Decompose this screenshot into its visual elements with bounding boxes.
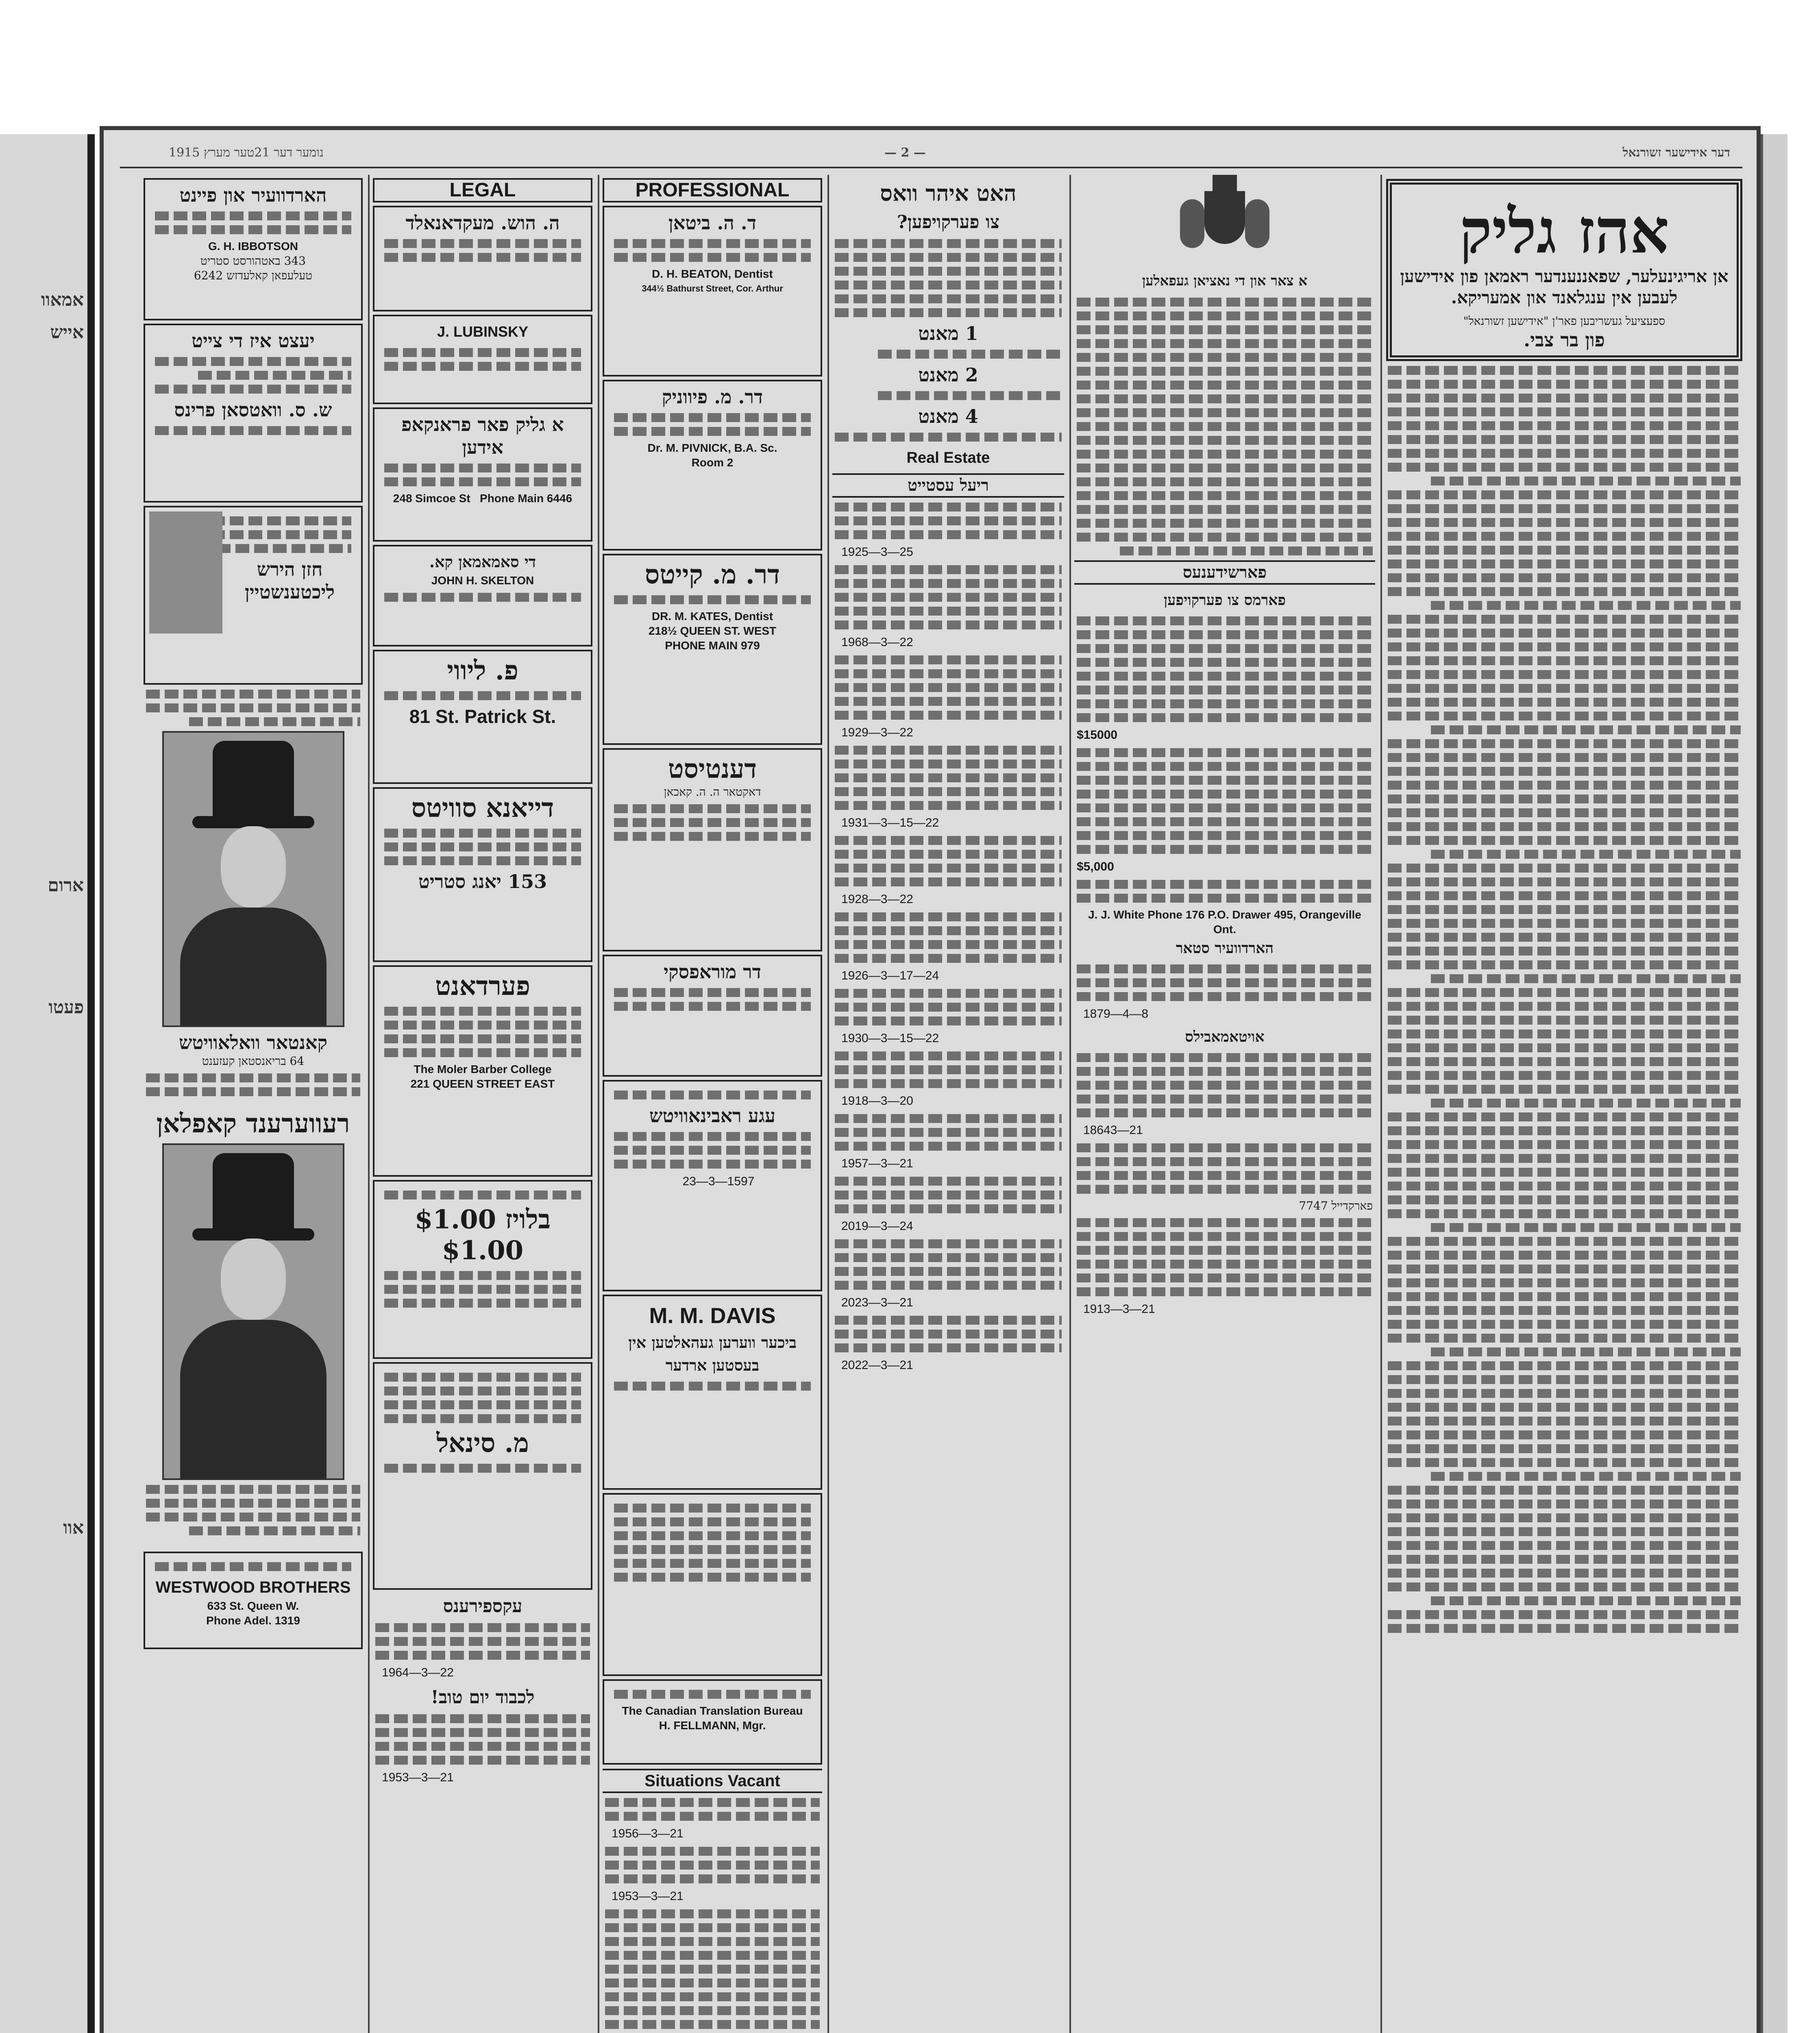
- text-line: [1388, 1417, 1741, 1426]
- text-line: [1388, 1126, 1741, 1135]
- text-line: [1388, 1168, 1741, 1177]
- cohen-dentist-ad: [603, 748, 822, 951]
- cantor-photo: [149, 512, 222, 633]
- westwood-address: 633 St. Queen W.: [207, 1600, 299, 1612]
- ad-date: 1929—3—22: [841, 726, 913, 739]
- text-line: [1388, 1292, 1741, 1301]
- nayes-title: א גליק פאר פראנקאפ אידען: [401, 414, 564, 458]
- text-line: [1388, 1043, 1741, 1052]
- kates-address: 218½ QUEEN ST. WEST: [648, 625, 777, 637]
- text-line: [1388, 753, 1741, 762]
- ad-date: 1930—3—15—22: [841, 1032, 939, 1045]
- skelton-name: JOHN H. SKELTON: [431, 574, 534, 587]
- beaton-address: 344½ Bathurst Street, Cor. Arthur: [642, 283, 783, 294]
- text-line: [1388, 394, 1741, 403]
- farms-title: פארמס צו פערקויפען: [1163, 592, 1286, 609]
- text-line: [1388, 1030, 1741, 1038]
- text-line: [1388, 836, 1741, 845]
- novel-author: פון בר צבי.: [1524, 329, 1605, 351]
- cantor-caption: חזן הירש ליכטענשטיין: [244, 558, 335, 603]
- hardware-ad: [144, 178, 363, 320]
- automobile-phone: פארקדייל 7747: [1299, 1199, 1373, 1212]
- lubinsky-name: J. LUBINSKY: [437, 323, 529, 340]
- text-line: [1388, 642, 1741, 651]
- ad-date: 1953—3—21: [382, 1771, 454, 1784]
- translation-manager: H. FELLMANN, Mgr.: [659, 1719, 766, 1732]
- text-line: [1388, 1582, 1741, 1591]
- text-line: [1388, 1334, 1741, 1343]
- text-line: [1431, 1472, 1741, 1481]
- text-line: [1388, 1278, 1741, 1287]
- pivnick-ad: [603, 380, 822, 551]
- levy-name: פ. ליווי: [447, 655, 518, 686]
- pivnick-room: Room 2: [691, 456, 734, 469]
- text-line: [1431, 1223, 1741, 1232]
- raman-ad: [603, 1493, 822, 1676]
- morafsky-ad: [603, 955, 822, 1077]
- header-page-number: — 2 —: [884, 146, 926, 160]
- westwood-ad: [144, 1552, 363, 1649]
- strip-fragment: פעטו: [48, 997, 84, 1018]
- jobs-heading: עקספירענס: [443, 1596, 522, 1617]
- dentist-name: דאקטאר ה. ה. קאכאן: [664, 785, 761, 799]
- text-line: [1388, 1375, 1741, 1384]
- text-line: [1388, 1458, 1741, 1467]
- ad-date: 2022—3—21: [841, 1358, 913, 1372]
- barber-address: 221 QUEEN STREET EAST: [410, 1077, 555, 1090]
- hardware-address: 343 באטהורסט סטריט: [200, 254, 306, 268]
- text-line: [1388, 407, 1741, 416]
- cantor-name: קאנטאר וואלאוויטש: [179, 1032, 328, 1054]
- legal-heading: LEGAL: [373, 178, 592, 202]
- translation-name: The Canadian Translation Bureau: [622, 1704, 803, 1717]
- text-line: [1388, 1016, 1741, 1025]
- skelton-ad: [373, 545, 592, 646]
- cantor-portrait: [162, 731, 344, 1027]
- strip-fragment: ארום: [48, 875, 84, 896]
- royal-crest-icon: [1176, 175, 1274, 264]
- rate-1: 1 מאנט: [918, 322, 978, 344]
- text-line: [1388, 421, 1741, 430]
- price-left: $1.00: [414, 1204, 496, 1235]
- diana-name: דייאנא סוויטס: [411, 793, 554, 823]
- text-line: [1431, 1099, 1741, 1108]
- text-line: [1388, 684, 1741, 693]
- kaplan-portrait: [162, 1143, 344, 1480]
- westwood-name: WESTWOOD BROTHERS: [155, 1578, 351, 1596]
- text-line: [1388, 1486, 1741, 1495]
- ad-date: 1964—3—22: [382, 1666, 454, 1679]
- text-line: [1388, 1154, 1741, 1163]
- automobiles-heading: אויטאמאבילס: [1185, 1028, 1265, 1045]
- ad-date: 1925—3—25: [841, 545, 913, 559]
- text-line: [1431, 1347, 1741, 1356]
- text-line: [1388, 712, 1741, 720]
- text-line: [1388, 1527, 1741, 1536]
- ad-date: 1931—3—15—22: [841, 816, 939, 829]
- diana-address: 153 יאנג סטריט: [418, 871, 547, 892]
- ad-date: 1879—4—8: [1083, 1007, 1149, 1021]
- text-line: [1388, 1209, 1741, 1218]
- text-line: [1388, 449, 1741, 458]
- page-edge: [1761, 134, 1787, 2033]
- price-label: בלויז: [505, 1204, 551, 1235]
- morafsky-name: דר מוראפסקי: [664, 961, 761, 983]
- text-line: [1388, 1361, 1741, 1370]
- nayes-phone: Phone Main 6446: [480, 492, 573, 505]
- kates-phone: PHONE MAIN 979: [665, 639, 760, 652]
- hardware-phone: טעלעפאן קאלעדזש 6242: [194, 269, 313, 282]
- ad-date: 1597—3—23: [682, 1175, 755, 1188]
- text-line: [1388, 1237, 1741, 1246]
- situations-vacant-heading: Situations Vacant: [603, 1769, 822, 1793]
- strip-fragment: אוו: [63, 1517, 84, 1538]
- text-line: [1388, 864, 1741, 873]
- text-line: [1431, 601, 1741, 610]
- holiday-heading: לכבוד יום טוב!: [431, 1687, 535, 1708]
- real-estate-heading: ריעל עסטייט: [832, 473, 1064, 498]
- column-5: [1069, 175, 1378, 2033]
- text-line: [1388, 559, 1741, 568]
- text-line: [1388, 1624, 1741, 1633]
- real-estate-en: Real Estate: [906, 449, 990, 466]
- beaton-ad: [603, 206, 822, 377]
- cantor-small-ad: [144, 506, 363, 685]
- davis-subtitle: ביכער ווערען געהאלטען אין בעסטען ארדער: [628, 1333, 797, 1374]
- column-4: [827, 175, 1067, 2033]
- misc-heading: פארשידענעס: [1074, 560, 1375, 585]
- hardware-store-heading: הארדוועיר סטאר: [1176, 940, 1274, 957]
- text-line: [1431, 725, 1741, 734]
- text-line: [1388, 1320, 1741, 1329]
- macdonald-name: ה. הוש. מעקדאנאלד: [405, 212, 560, 234]
- time-title: יעצט איז די צייט: [192, 330, 315, 352]
- prince-ad: [144, 324, 363, 503]
- text-line: [1388, 808, 1741, 817]
- column-2: [368, 175, 596, 2033]
- text-line: [1388, 1403, 1741, 1412]
- ad-date: 2019—3—24: [841, 1219, 913, 1233]
- text-line: [1388, 1541, 1741, 1550]
- text-line: [1388, 1500, 1741, 1508]
- ad-date: 1918—3—20: [841, 1094, 913, 1108]
- text-line: [1388, 1182, 1741, 1191]
- text-line: [1388, 947, 1741, 956]
- rabinovitz-ad: [603, 1080, 822, 1291]
- novel-body-text: [1382, 366, 1746, 1633]
- text-line: [1388, 919, 1741, 928]
- text-line: [1388, 781, 1741, 790]
- classified-title: האט איהר וואס: [880, 180, 1017, 206]
- cantor-address: 64 בריאנסטאן קעזענט: [202, 1054, 305, 1068]
- levy-ad: [373, 650, 592, 784]
- text-line: [1388, 1251, 1741, 1260]
- dentist-title: דענטיסט: [668, 754, 757, 784]
- text-line: [1388, 739, 1741, 748]
- strip-fragment: אייש: [50, 322, 84, 343]
- hardware-name: G. H. IBBOTSON: [208, 240, 298, 252]
- column-3: [598, 175, 825, 2033]
- text-line: [1388, 891, 1741, 900]
- novel-intro: ספעציעל געשריבען פאר'ן "אידישען זשורנאל": [1463, 314, 1665, 328]
- rate-4: 4 מאנט: [918, 405, 978, 427]
- crest-headline: א צאר און די נאציאן געפאלען: [1142, 273, 1308, 289]
- kates-ad: [603, 554, 822, 745]
- barber-college: The Moler Barber College: [414, 1063, 552, 1075]
- text-line: [1388, 1112, 1741, 1121]
- kaplan-name: רעווערענד קאפלאן: [156, 1108, 350, 1139]
- farm-price: $15000: [1077, 728, 1118, 742]
- text-line: [1388, 1071, 1741, 1080]
- column-1: [140, 175, 366, 2033]
- macdonald-ad: [373, 206, 592, 311]
- ad-date: 1957—3—21: [841, 1157, 913, 1170]
- ad-date: 18643—21: [1083, 1123, 1143, 1137]
- header-paper-name: דער אידישער זשורנאל: [1622, 146, 1730, 160]
- levy-address: 81 St. Patrick St.: [409, 706, 556, 727]
- text-line: [1388, 573, 1741, 582]
- text-line: [1388, 615, 1741, 624]
- text-line: [1388, 380, 1741, 389]
- text-line: [1431, 974, 1741, 983]
- text-line: [1388, 767, 1741, 776]
- text-line: [1388, 1444, 1741, 1453]
- text-line: [1388, 1610, 1741, 1619]
- novel-subtitle: אן אריגינעלער, שפאננענדער ראמאן פון אידישען לעבען אין ענגלאנד און אמעריקא.: [1400, 266, 1729, 307]
- nayes-address: 248 Simcoe St: [393, 492, 470, 505]
- classified-subtitle: צו פערקויפען?: [897, 212, 1000, 233]
- rabinovitz-name: עגע ראבינאוויטש: [649, 1105, 776, 1127]
- adjacent-page-strip: [0, 134, 95, 2033]
- pivnick-name: Dr. M. PIVNICK, B.A. Sc.: [647, 442, 777, 454]
- novel-title: אהז גליק: [1459, 196, 1669, 267]
- text-line: [1388, 670, 1741, 679]
- ad-date: 1953—3—21: [612, 1889, 684, 1903]
- text-line: [1388, 587, 1741, 596]
- ad-date: 2023—3—21: [841, 1296, 913, 1309]
- text-line: [1388, 518, 1741, 527]
- text-line: [1431, 1596, 1741, 1605]
- farm-contact: J. J. White Phone 176 P.O. Drawer 495, Orangeville Ont.: [1088, 908, 1361, 936]
- kates-name: DR. M. KATES, Dentist: [651, 610, 773, 623]
- text-line: [1388, 1057, 1741, 1066]
- barber-ad: [373, 965, 592, 1177]
- text-line: [1388, 822, 1741, 831]
- beaton-name: D. H. BEATON, Dentist: [652, 268, 773, 280]
- text-line: [1388, 1430, 1741, 1439]
- text-line: [1388, 794, 1741, 803]
- text-line: [1388, 546, 1741, 555]
- text-line: [1388, 877, 1741, 886]
- text-line: [1388, 463, 1741, 472]
- text-line: [1388, 435, 1741, 444]
- lubinsky-ad: [373, 315, 592, 404]
- novel-masthead: [1386, 179, 1742, 361]
- price-ad: [373, 1180, 592, 1359]
- text-line: [1388, 1002, 1741, 1011]
- beaton-title: ד. ה. ביטאן: [668, 212, 756, 234]
- skelton-title: די סאמאמאן קא.: [429, 553, 536, 571]
- ad-date: 1968—3—22: [841, 636, 913, 649]
- header-issue: נומער דער 21טער מערץ 1915: [169, 146, 324, 160]
- text-line: [1388, 532, 1741, 541]
- page-header: [120, 138, 1742, 168]
- text-line: [1388, 656, 1741, 665]
- ad-date: 1928—3—22: [841, 892, 913, 906]
- text-line: [1388, 1195, 1741, 1204]
- text-line: [1388, 1513, 1741, 1522]
- price-right: $1.00: [442, 1235, 524, 1266]
- text-line: [1388, 960, 1741, 969]
- farm-price: $5,000: [1077, 860, 1114, 873]
- kates-title: דר. מ. קייטס: [644, 559, 780, 590]
- barber-title: פערדאנט: [435, 971, 530, 1001]
- column-6: [1380, 175, 1746, 2033]
- sinal-ad: [373, 1362, 592, 1590]
- davis-ad: [603, 1295, 822, 1490]
- text-line: [1388, 1389, 1741, 1398]
- prince-name: ש. ס. וואטסאן פרינס: [174, 399, 332, 421]
- text-line: [1388, 504, 1741, 513]
- text-line: [1388, 629, 1741, 638]
- text-line: [1388, 905, 1741, 914]
- text-line: [1388, 988, 1741, 997]
- diana-ad: [373, 787, 592, 962]
- pivnick-title: דר. מ. פיווניק: [662, 386, 763, 408]
- newspaper-page: [100, 126, 1761, 2033]
- ad-date: 1956—3—21: [612, 1827, 684, 1840]
- sinal-name: מ. סינאל: [436, 1428, 529, 1458]
- ad-date: 1913—3—21: [1083, 1302, 1155, 1316]
- hardware-title: הארדוועיר און פיינט: [179, 184, 327, 206]
- text-line: [1388, 698, 1741, 707]
- text-line: [1388, 1140, 1741, 1149]
- text-line: [1388, 1555, 1741, 1564]
- text-line: [1388, 1265, 1741, 1273]
- text-line: [1431, 477, 1741, 485]
- text-line: [1388, 1569, 1741, 1578]
- translation-bureau-ad: [603, 1679, 822, 1765]
- text-line: [1388, 1085, 1741, 1094]
- text-line: [1431, 850, 1741, 859]
- text-line: [1388, 933, 1741, 942]
- westwood-phone: Phone Adel. 1319: [206, 1614, 300, 1627]
- rate-2: 2 מאנט: [918, 364, 978, 386]
- text-line: [1388, 1306, 1741, 1315]
- professional-heading: PROFESSIONAL: [603, 178, 822, 202]
- ad-date: 1926—3—17—24: [841, 969, 939, 982]
- nayes-ad: [373, 407, 592, 542]
- text-line: [1388, 490, 1741, 499]
- text-line: [1388, 366, 1741, 375]
- davis-name: M. M. DAVIS: [649, 1304, 776, 1328]
- strip-fragment: אמאוו: [41, 289, 84, 310]
